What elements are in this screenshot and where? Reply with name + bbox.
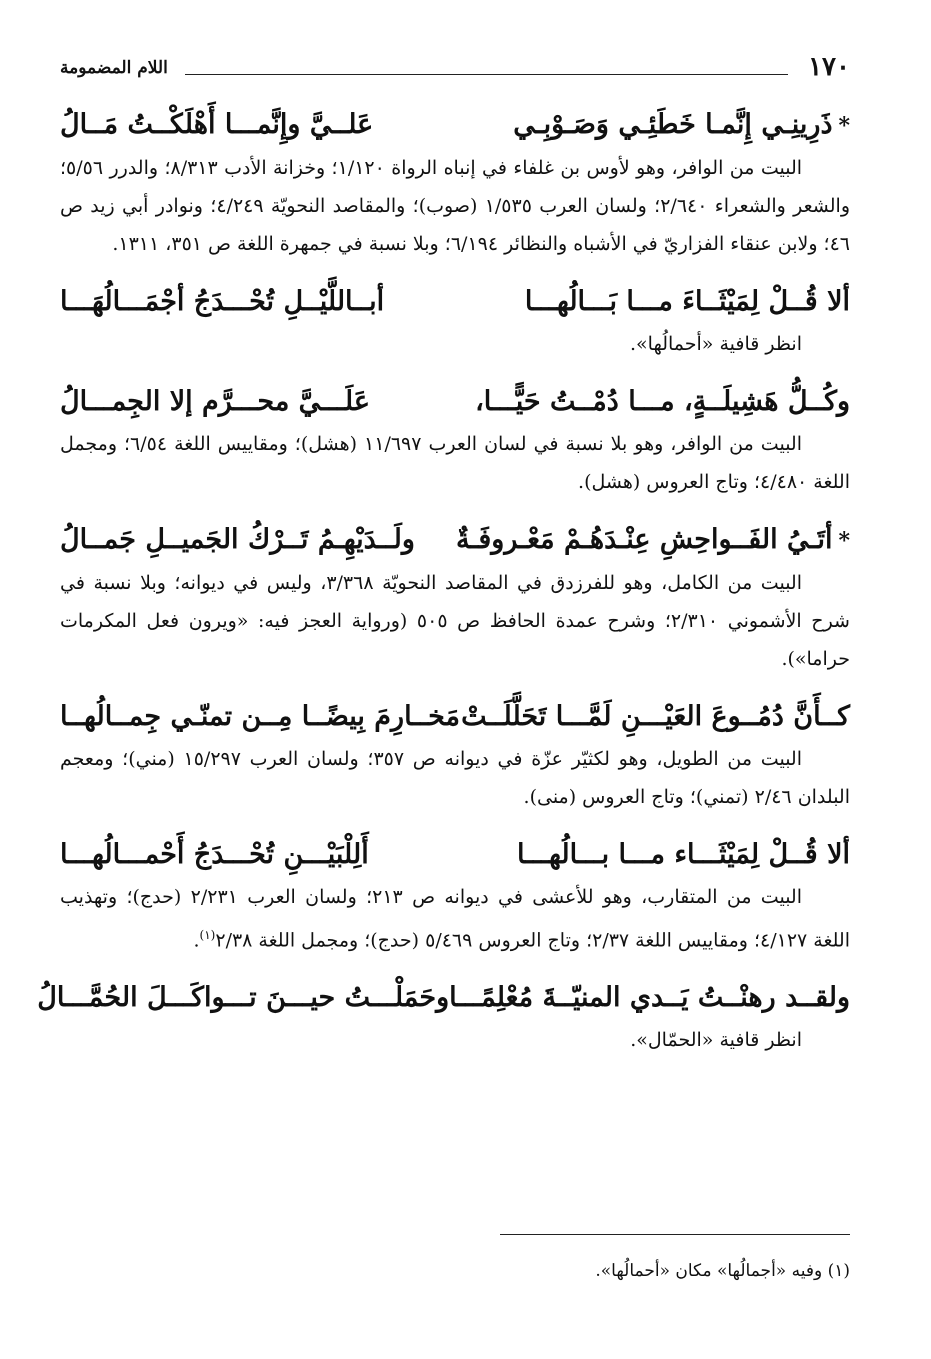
commentary-text: انظر قافية «أحمالُها». bbox=[629, 333, 802, 355]
footnote: (١) وفيه «أجمالُها» مكان «أحمالُها». bbox=[595, 1261, 850, 1281]
verse-entry bbox=[60, 696, 850, 816]
verse-first-hemistich: ولقــد رهنْــتُ يَــدي المنيّــةَ مُعْلِمًـــا bbox=[449, 982, 850, 1014]
verse-line bbox=[60, 281, 850, 323]
verse-entry bbox=[37, 977, 850, 1059]
verse-first-hemistich: ألا قُــلْ لِمَيْثَـــاء مـــا بـــالُهـــا bbox=[517, 839, 850, 870]
commentary-text: البيت من الوافر، وهو لأوس بن غلفاء في إنباه الرواة ١/١٢٠؛ وخزانة الأدب ٨/٣١٣؛ والدرر ٥/٥٦؛ والشعر والشعراء ٢/٦٤٠؛ ولسان العرب ١/٥٣٥ (صوب)؛ والمقاصد النحويّة ٤/٢٤٩؛ ونوادر أبي زيد ص ٤٦؛ ولابن عنقاء الفزاريّ في الأشباه والنظائر ٦/١٩٤؛ وبلا نسبة في جمهرة اللغة ص ٣٥١، ١٣١١. bbox=[60, 157, 851, 255]
footnote-rule bbox=[500, 1234, 850, 1235]
verse-second-hemistich: وحَمَلْـــتُ حيـــنَ تـــواكَـــلَ الحُمَّـــالُ bbox=[37, 982, 450, 1014]
verse-second-hemistich: عَلــيَّ وإِنَّمـــا أَهْلَكْــتُ مَــالُ bbox=[60, 109, 374, 140]
sadr-text: أتَـيُ الفَــواحِشِ عِنْـدَهُـمْ مَعْـروفَـةٌ bbox=[456, 524, 833, 555]
verse-line bbox=[60, 696, 850, 738]
verse-commentary bbox=[60, 564, 850, 678]
star-marker: * bbox=[838, 528, 850, 554]
commentary-text: البيت من الطويل، وهو لكثيّر عزّة في ديوانه ص ٣٥٧؛ ولسان العرب ١٥/٢٩٧ (مني)؛ ومعجم البلدان ٢/٤٦ (تمني)؛ وتاج العروس (منى). bbox=[60, 748, 850, 808]
verse-entry bbox=[60, 834, 850, 959]
verse-commentary bbox=[60, 1021, 850, 1059]
verse-line bbox=[60, 519, 850, 562]
page-header bbox=[60, 52, 850, 86]
verse-first-hemistich: كــأَنَّ دُمُــوعَ العَيْـــنِ لَمَّـــا تَحَلَّلَــتْ bbox=[461, 701, 850, 732]
commentary-text: انظر قافية «الحمّال». bbox=[630, 1029, 802, 1052]
verse-line bbox=[60, 104, 850, 147]
verse-line bbox=[60, 834, 850, 876]
commentary-text: البيت من الكامل، وهو للفرزدق في المقاصد النحويّة ٣/٣٦٨، وليس في ديوانه؛ وبلا نسبة في شرح الأشموني ٢/٣١٠؛ وشرح عمدة الحافظ ص ٥٠٥ (ورواية العجز فيه: «ويرون فعل المكرمات حراما»). bbox=[60, 572, 850, 670]
verse-commentary bbox=[60, 325, 850, 363]
sadr-text: ذَرِينِـي إِنَّمـا خَطَئِـي وَصَـوْبِـي bbox=[513, 109, 833, 140]
verse-commentary bbox=[60, 149, 850, 263]
verse-line bbox=[60, 381, 850, 423]
verse-second-hemistich: أبــاللَّيْــلِ تُحْـــدَجُ أجْمَـــالُهَـــا bbox=[60, 286, 385, 317]
verse-entry bbox=[60, 281, 850, 363]
sentence-end: . bbox=[193, 929, 200, 952]
book-page bbox=[37, 52, 851, 1281]
commentary-text: البيت من الوافر، وهو بلا نسبة في لسان العرب ١١/٦٩٧ (هشل)؛ ومقاييس اللغة ٦/٥٤؛ ومجمل اللغة ٤/٤٨٠؛ وتاج العروس (هشل). bbox=[60, 433, 850, 493]
verse-second-hemistich: ولَــدَيْهِـمُ تَــرْكُ الجَميــلِ جَمــالُ bbox=[60, 524, 415, 555]
verse-second-hemistich: مَخــارِمَ بِيضًــا مِــن تمنّـي جِمــالُهــا bbox=[60, 701, 461, 732]
verse-commentary bbox=[60, 425, 850, 501]
verse-second-hemistich: أَلِلْبَيْـــنِ تُحْـــدَجُ أَحْمـــالُهـــا bbox=[60, 839, 369, 870]
verse-commentary bbox=[60, 878, 850, 959]
verse-first-hemistich: ألا قُــلْ لِمَيْثَــاءَ مـــا بَـــالُهـــا bbox=[524, 286, 850, 317]
verse-first-hemistich bbox=[513, 104, 850, 147]
verse-commentary bbox=[60, 740, 850, 816]
header-rule bbox=[185, 74, 788, 75]
page-number: ١٧٠ bbox=[808, 52, 850, 82]
verse-first-hemistich bbox=[456, 519, 850, 562]
footnote-reference: (١) bbox=[199, 928, 216, 942]
running-title: اللام المضمومة bbox=[60, 58, 168, 78]
verse-entry bbox=[60, 519, 850, 678]
verse-second-hemistich: عَلَـــيَّ محـــرَّم إلا الجِمـــالُ bbox=[60, 386, 370, 417]
verse-first-hemistich: وكُــلُّ هَشِيلَــةٍ، مـــا دُمْــتُ حَيًّـــا، bbox=[475, 386, 850, 417]
commentary-text: البيت من المتقارب، وهو للأعشى في ديوانه ص ٢١٣؛ ولسان العرب ٢/٢٣١ (حدج)؛ وتهذيب اللغة ٤/١٢٧؛ ومقاييس اللغة ٢/٣٧؛ وتاج العروس ٥/٤٦٩ (حدج)؛ ومجمل اللغة ٢/٣٨ bbox=[60, 886, 850, 952]
verse-line bbox=[37, 977, 850, 1019]
verse-entry bbox=[60, 104, 850, 263]
verse-entry bbox=[60, 381, 850, 501]
star-marker: * bbox=[838, 113, 850, 139]
